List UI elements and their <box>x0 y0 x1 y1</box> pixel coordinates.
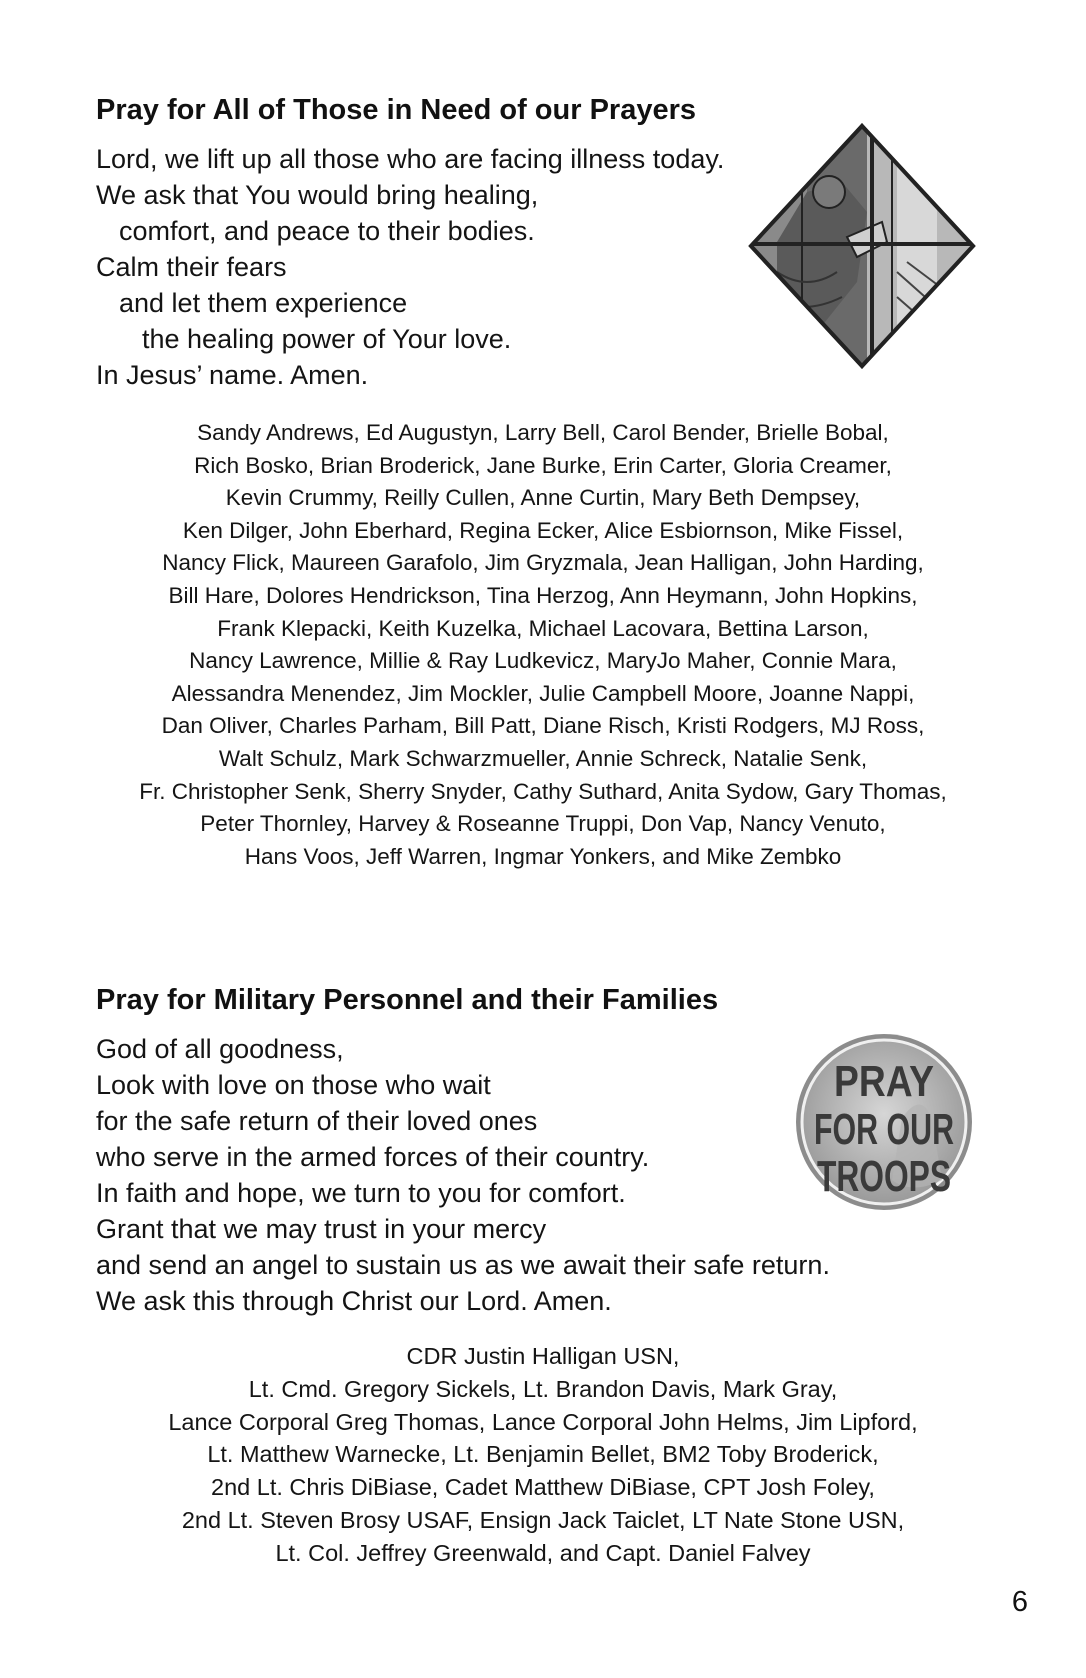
illness-prayer-text <box>96 141 724 393</box>
military-prayer-text <box>96 1031 830 1319</box>
page-number: 6 <box>1011 1586 1028 1618</box>
military-names-list <box>60 1340 1026 1570</box>
military-prayer-heading: Pray for Military Personnel and their Families <box>96 984 719 1016</box>
prayer-line: We ask this through Christ our Lord. Amen. <box>96 1286 612 1316</box>
prayer-line: God of all goodness, <box>96 1034 344 1064</box>
prayer-line: Grant that we may trust in your mercy <box>96 1214 547 1244</box>
prayer-line: for the safe return of their loved ones <box>96 1106 538 1136</box>
prayer-line: who serve in the armed forces of their country. <box>96 1142 650 1172</box>
prayer-line: and let them experience <box>119 288 408 318</box>
name-line: Sandy Andrews, Ed Augustyn, Larry Bell, Carol Bender, Brielle Bobal, <box>197 420 889 445</box>
name-line: Ken Dilger, John Eberhard, Regina Ecker, Alice Esbiornson, Mike Fissel, <box>182 517 904 543</box>
badge-line-troops: TROOPS <box>817 1152 951 1201</box>
name-line: Kevin Crummy, Reilly Cullen, Anne Curtin, Mary Beth Dempsey, <box>225 485 861 511</box>
prayer-line: and send an angel to sustain us as we await their safe return. <box>96 1250 830 1280</box>
name-line: Lance Corporal Greg Thomas, Lance Corporal John Helms, Jim Lipford, <box>168 1408 918 1435</box>
prayer-line: We ask that You would bring healing, <box>96 180 539 210</box>
pray-for-our-troops-badge-icon <box>792 1030 976 1214</box>
name-line: Peter Thornley, Harvey & Roseanne Truppi, Don Vap, Nancy Venuto, <box>200 811 886 837</box>
name-line: 2nd Lt. Chris DiBiase, Cadet Matthew DiBiase, CPT Josh Foley, <box>211 1474 875 1501</box>
illness-names-list <box>60 417 1026 873</box>
name-line: Rich Bosko, Brian Broderick, Jane Burke, Erin Carter, Gloria Creamer, <box>194 452 892 478</box>
name-line: Dan Oliver, Charles Parham, Bill Patt, Diane Risch, Kristi Rodgers, MJ Ross, <box>161 713 925 739</box>
name-line: Lt. Matthew Warnecke, Lt. Benjamin Bellet, BM2 Toby Broderick, <box>207 1441 879 1468</box>
badge-line-pray: PRAY <box>834 1057 934 1106</box>
name-line: Nancy Lawrence, Millie & Ray Ludkevicz, MaryJo Maher, Connie Mara, <box>189 648 897 674</box>
stained-glass-praying-figure-icon <box>747 122 977 370</box>
prayer-line: Calm their fears <box>96 252 287 282</box>
name-line: Frank Klepacki, Keith Kuzelka, Michael Lacovara, Bettina Larson, <box>217 615 869 641</box>
name-line: 2nd Lt. Steven Brosy USAF, Ensign Jack Taiclet, LT Nate Stone USN, <box>181 1506 905 1533</box>
name-line: Walt Schulz, Mark Schwarzmueller, Annie Schreck, Natalie Senk, <box>218 745 868 771</box>
name-line: Nancy Flick, Maureen Garafolo, Jim Gryzmala, Jean Halligan, John Harding, <box>162 550 924 576</box>
name-line: Lt. Cmd. Gregory Sickels, Lt. Brandon Davis, Mark Gray, <box>248 1375 838 1402</box>
name-line: Bill Hare, Dolores Hendrickson, Tina Herzog, Ann Heymann, John Hopkins, <box>168 582 918 608</box>
prayer-line: In faith and hope, we turn to you for comfort. <box>96 1178 626 1208</box>
name-line: Hans Voos, Jeff Warren, Ingmar Yonkers, and Mike Zembko <box>244 843 842 869</box>
name-line: Alessandra Menendez, Jim Mockler, Julie Campbell Moore, Joanne Nappi, <box>171 680 915 706</box>
name-line: Fr. Christopher Senk, Sherry Snyder, Cathy Suthard, Anita Sydow, Gary Thomas, <box>139 778 947 804</box>
prayer-line: In Jesus’ name. Amen. <box>96 360 369 390</box>
prayer-line: Look with love on those who wait <box>96 1070 491 1100</box>
name-line: CDR Justin Halligan USN, <box>406 1343 680 1369</box>
badge-line-for-our: FOR OUR <box>814 1105 954 1154</box>
illness-prayer-heading: Pray for All of Those in Need of our Prayers <box>96 94 697 126</box>
prayer-line: the healing power of Your love. <box>142 324 512 354</box>
prayer-line: Lord, we lift up all those who are facing illness today. <box>96 144 725 174</box>
name-line: Lt. Col. Jeffrey Greenwald, and Capt. Daniel Falvey <box>275 1539 811 1566</box>
prayer-line: comfort, and peace to their bodies. <box>119 216 535 246</box>
